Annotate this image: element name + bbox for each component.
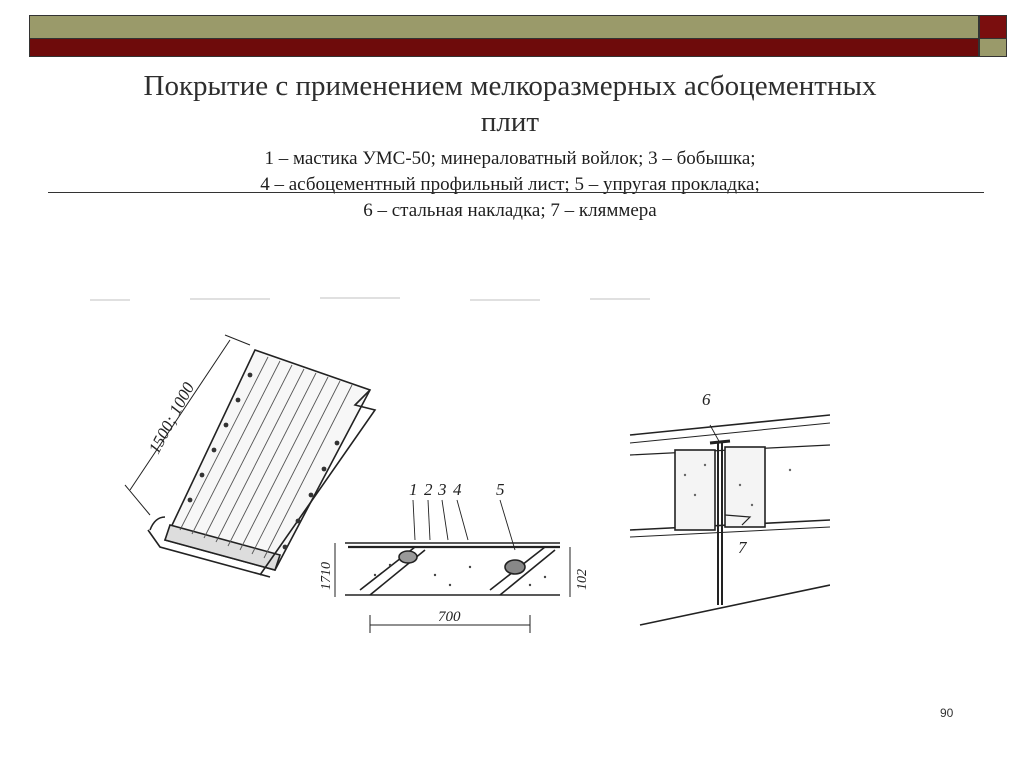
caption-line1: 1 – мастика УМС-50; минераловатный войлок; 3 – бобышка; xyxy=(264,148,756,169)
header-bar-olive xyxy=(29,15,979,39)
section-label-4: 4 xyxy=(453,480,462,499)
joint-label-7: 7 xyxy=(738,538,747,557)
joint-label-6: 6 xyxy=(702,390,711,409)
header-bar-red xyxy=(29,39,979,57)
joint-detail-drawing xyxy=(630,415,830,625)
slide-caption xyxy=(40,146,980,224)
caption-line2: 4 – асбоцементный профильный лист; 5 – упругая прокладка; xyxy=(260,174,760,195)
plate-dimension-label: 1500; 1000 xyxy=(144,379,199,457)
page-number: 90 xyxy=(940,706,954,720)
section-height-right-label: 102 xyxy=(575,569,590,590)
section-height-left-label: 1710 xyxy=(319,562,334,590)
section-width-label: 700 xyxy=(438,609,461,625)
plate-isometric-drawing xyxy=(125,335,375,577)
section-label-1: 1 xyxy=(409,480,418,499)
header-square-red xyxy=(979,15,1007,39)
header-square-olive xyxy=(979,39,1007,57)
slide-title-line2: плит xyxy=(480,106,540,138)
section-label-2: 2 xyxy=(424,480,433,499)
slide-title xyxy=(40,68,980,140)
section-label-5: 5 xyxy=(496,480,505,499)
slide-title-line1: Покрытие с применением мелкоразмерных асбоцементных xyxy=(143,70,877,102)
scan-artifacts xyxy=(90,298,650,300)
caption-line3: 6 – стальная накладка; 7 – кляммера xyxy=(363,200,657,221)
caption-underline xyxy=(48,192,984,193)
section-label-3: 3 xyxy=(438,480,447,499)
technical-drawing xyxy=(70,285,830,665)
